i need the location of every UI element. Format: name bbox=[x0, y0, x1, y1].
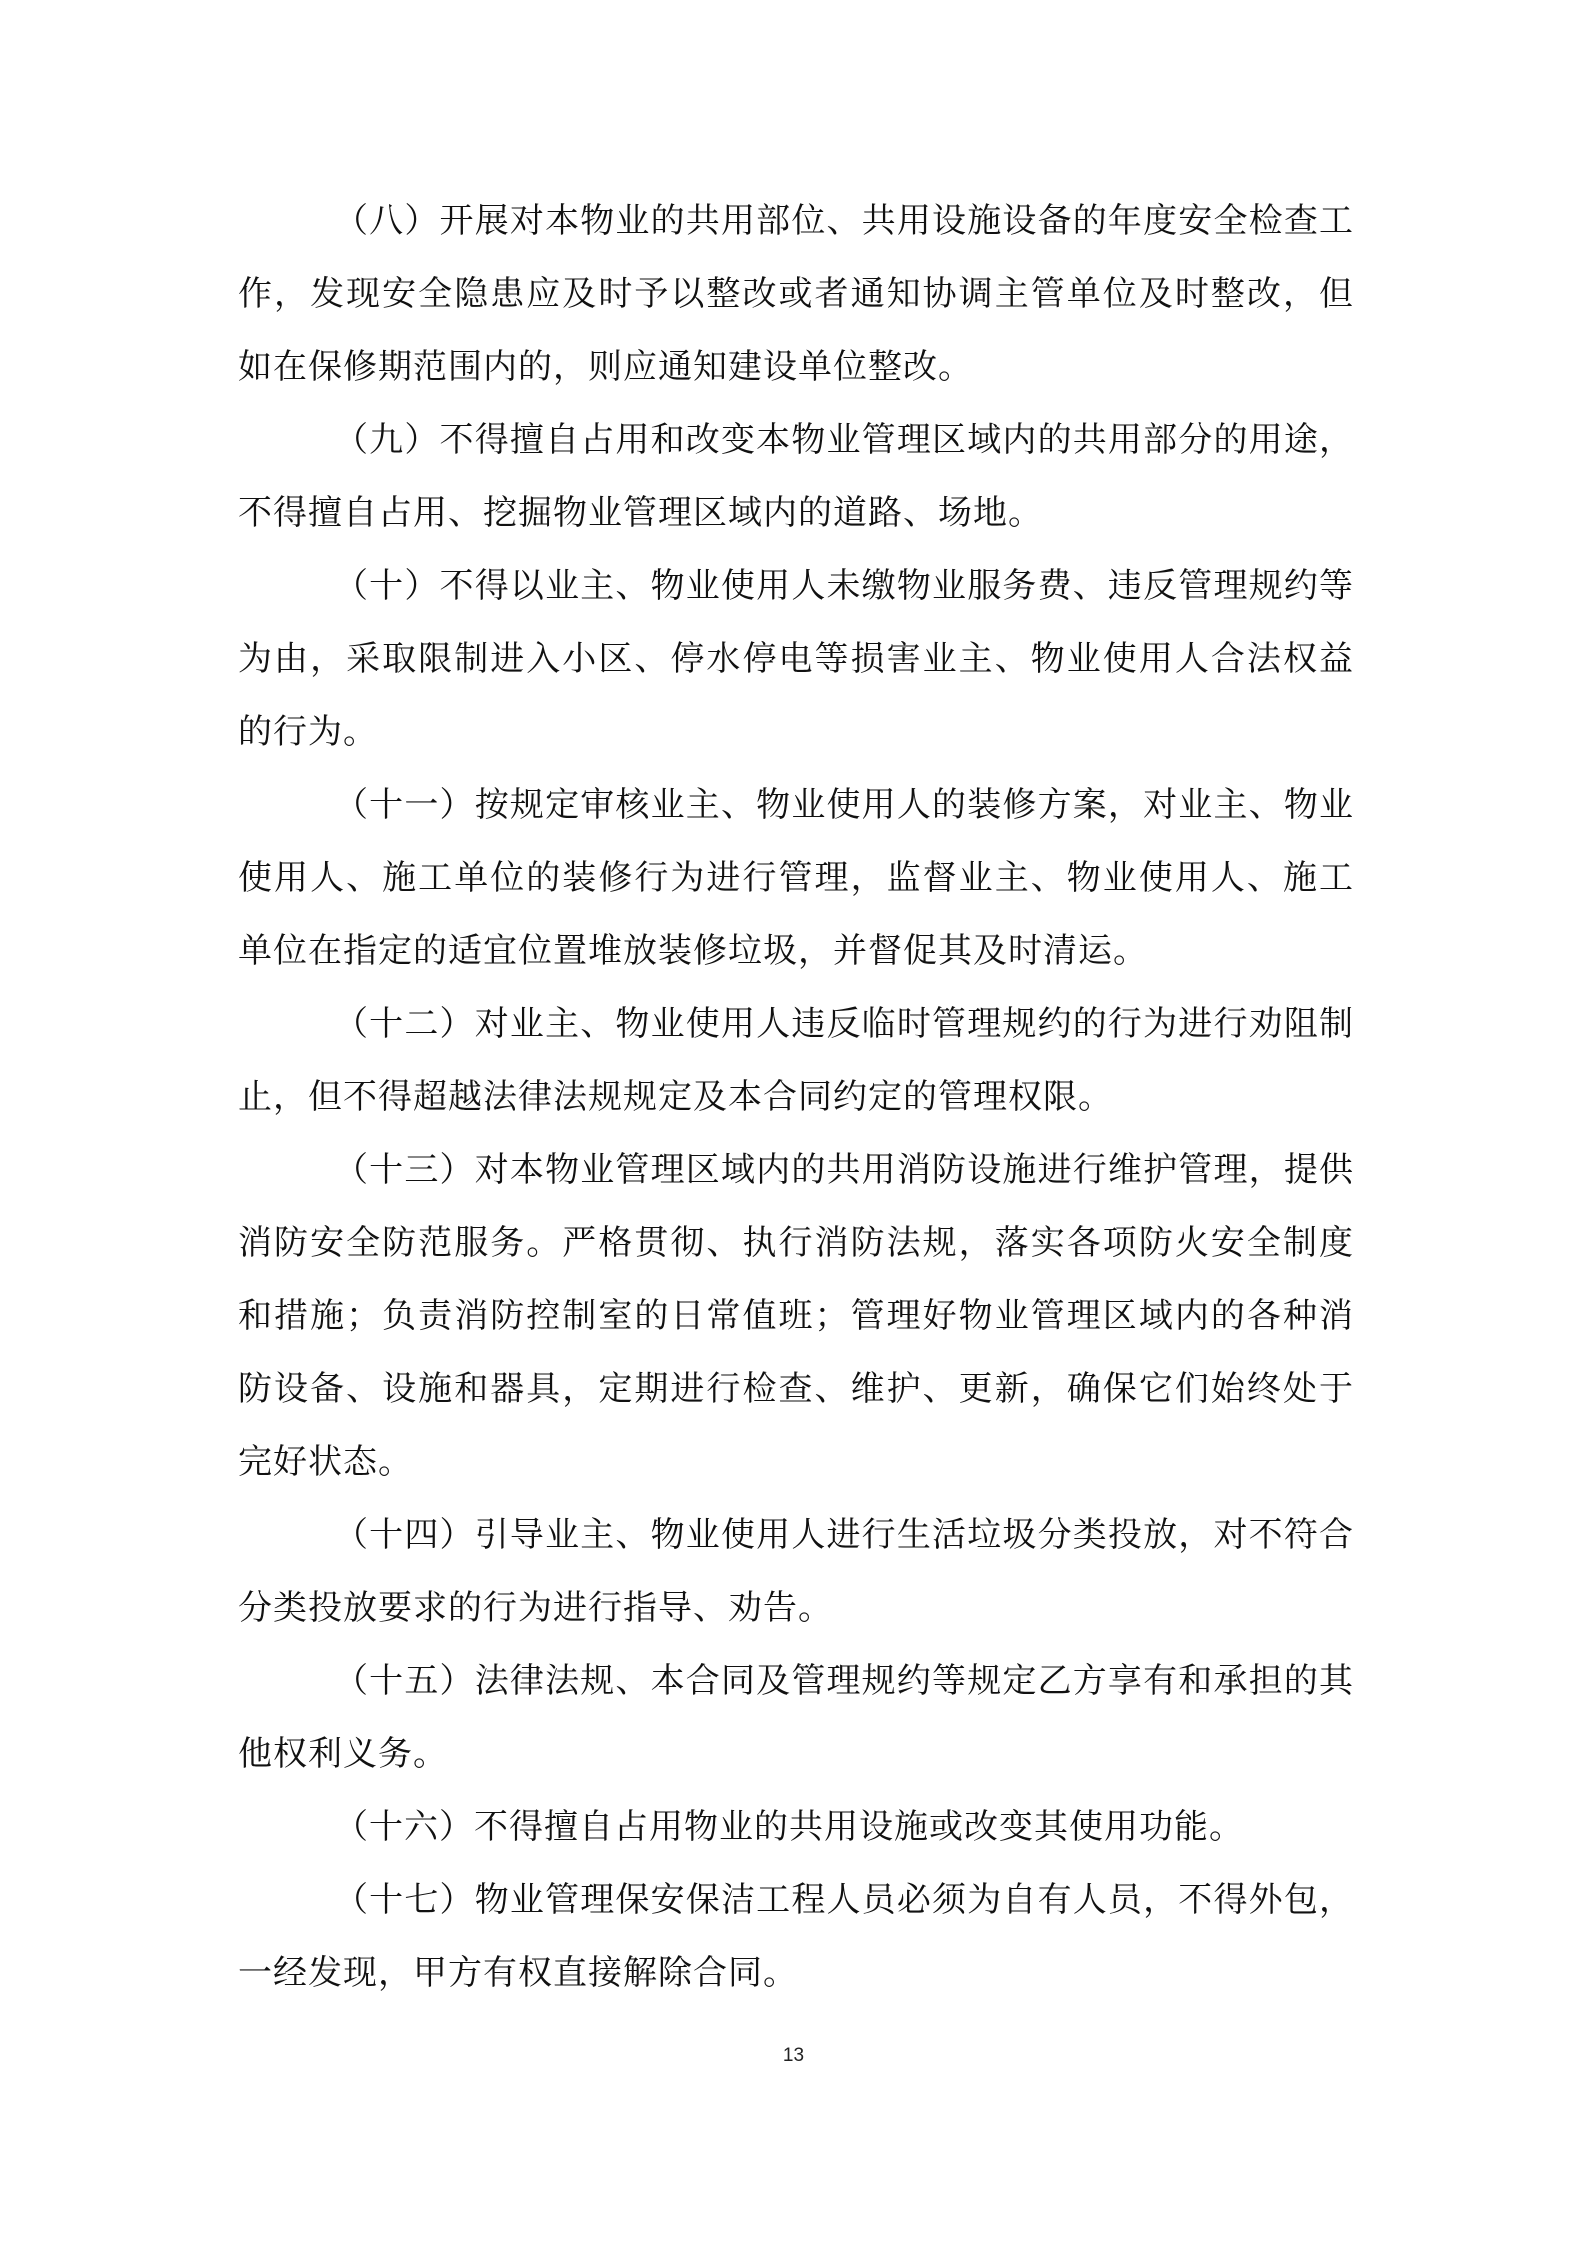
clause-8: （八）开展对本物业的共用部位、共用设施设备的年度安全检查工作，发现安全隐患应及时予以整改或者通知协调主管单位及时整改，但如在保修期范围内的，则应通知建设单位整改。 bbox=[238, 201, 1354, 387]
clause-17: （十七）物业管理保安保洁工程人员必须为自有人员，不得外包，一经发现，甲方有权直接解除合同。 bbox=[238, 1880, 1354, 1993]
document-body bbox=[238, 185, 1354, 2010]
clause-12: （十二）对业主、物业使用人违反临时管理规约的行为进行劝阻制止，但不得超越法律法规规定及本合同约定的管理权限。 bbox=[238, 1004, 1354, 1117]
clause-9: （九）不得擅自占用和改变本物业管理区域内的共用部分的用途，不得擅自占用、挖掘物业管理区域内的道路、场地。 bbox=[238, 420, 1354, 533]
page-number: 13 bbox=[782, 2045, 805, 2066]
clause-16: （十六）不得擅自占用物业的共用设施或改变其使用功能。 bbox=[334, 1807, 1244, 1847]
clause-15: （十五）法律法规、本合同及管理规约等规定乙方享有和承担的其他权利义务。 bbox=[238, 1661, 1354, 1774]
clause-13: （十三）对本物业管理区域内的共用消防设施进行维护管理，提供消防安全防范服务。严格贯彻、执行消防法规，落实各项防火安全制度和措施；负责消防控制室的日常值班；管理好物业管理区域内的各种消防设备、设施和器具，定期进行检查、维护、更新，确保它们始终处于完好状态。 bbox=[238, 1150, 1354, 1482]
clause-10: （十）不得以业主、物业使用人未缴物业服务费、违反管理规约等为由，采取限制进入小区、停水停电等损害业主、物业使用人合法权益的行为。 bbox=[238, 566, 1354, 752]
clause-11: （十一）按规定审核业主、物业使用人的装修方案，对业主、物业使用人、施工单位的装修行为进行管理，监督业主、物业使用人、施工单位在指定的适宜位置堆放装修垃圾，并督促其及时清运。 bbox=[238, 785, 1354, 971]
clause-14: （十四）引导业主、物业使用人进行生活垃圾分类投放，对不符合分类投放要求的行为进行指导、劝告。 bbox=[238, 1515, 1354, 1628]
